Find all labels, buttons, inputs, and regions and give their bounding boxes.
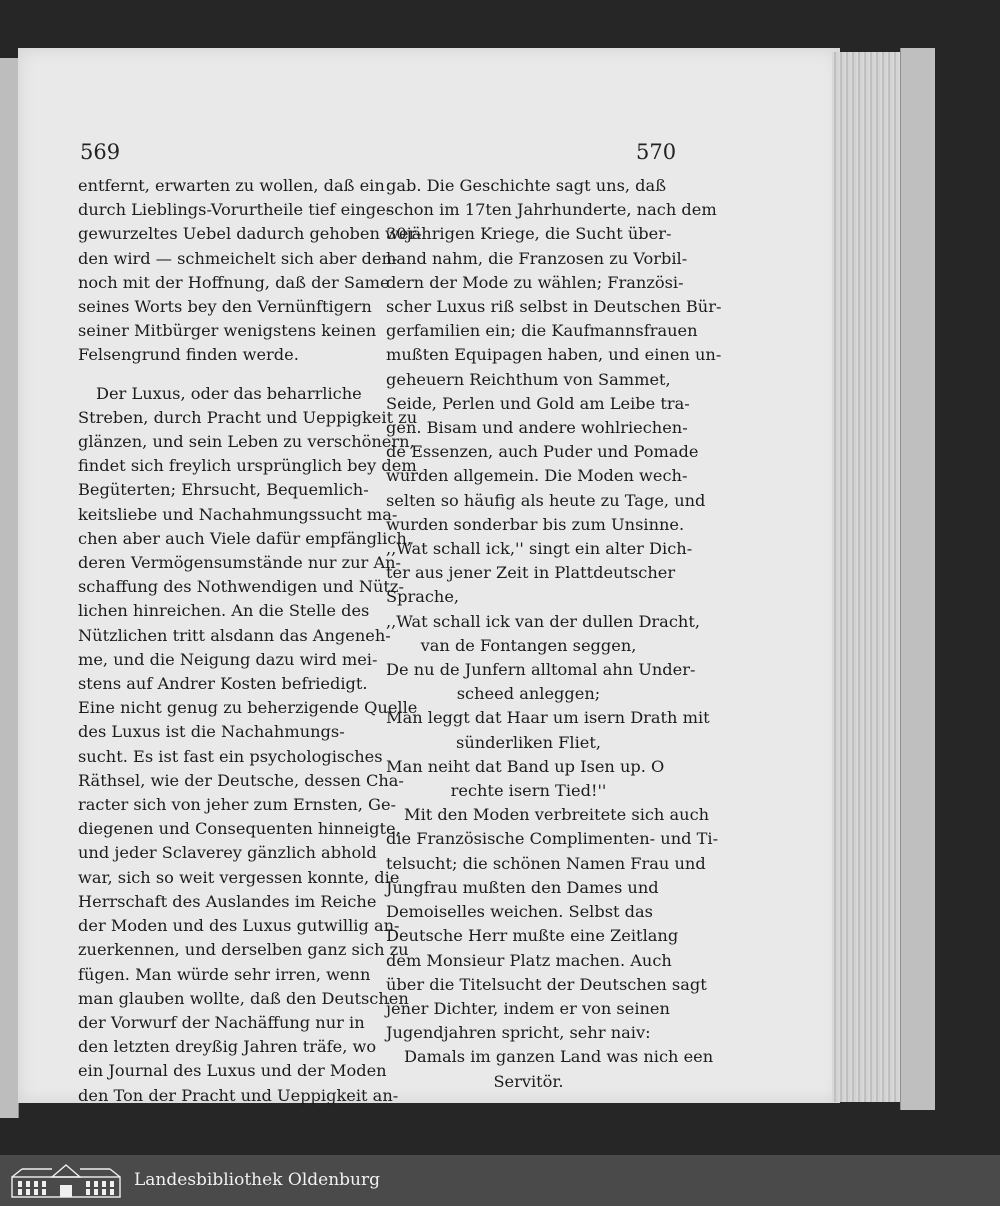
text-line: der Moden und des Luxus gutwillig an- bbox=[78, 916, 400, 936]
text-line: den wird — schmeichelt sich aber den- bbox=[78, 248, 398, 268]
text-line: scher Luxus riß selbst in Deutschen Bür- bbox=[386, 297, 722, 317]
text-line: Herrschaft des Auslandes im Reiche bbox=[78, 891, 377, 911]
verse-line: Servitör. bbox=[493, 1071, 564, 1091]
text-line: findet sich freylich ursprünglich bey dem bbox=[78, 456, 417, 476]
text-line: Der Luxus, oder das beharrliche bbox=[96, 383, 362, 403]
text-line: den Ton der Pracht und Ueppigkeit an- bbox=[78, 1085, 399, 1105]
text-line: de Essenzen, auch Puder und Pomade bbox=[386, 442, 699, 462]
text-line: racter sich von jeher zum Ernsten, Ge- bbox=[78, 795, 397, 815]
text-line: selten so häufig als heute zu Tage, und bbox=[386, 490, 706, 510]
text-line: diegenen und Consequenten hinneigte, bbox=[78, 819, 401, 839]
text-column-right bbox=[386, 174, 722, 1094]
text-line: durch Lieblings-Vorurtheile tief einge- bbox=[78, 200, 392, 220]
text-line: jener Dichter, indem er von seinen bbox=[386, 998, 670, 1018]
text-line: keitsliebe und Nachahmungssucht ma- bbox=[78, 504, 398, 524]
text-line: telsucht; die schönen Namen Frau und bbox=[386, 853, 706, 873]
text-line: wurden allgemein. Die Moden wech- bbox=[386, 466, 688, 486]
text-line: Nützlichen tritt alsdann das Angeneh- bbox=[78, 625, 391, 645]
verse-line: Damals im ganzen Land was nich een bbox=[404, 1047, 714, 1067]
verse-line: Man neiht dat Band up Isen up. O bbox=[386, 756, 665, 776]
text-line: hand nahm, die Franzosen zu Vorbil- bbox=[386, 248, 688, 268]
page-number-left: 569 bbox=[80, 140, 121, 164]
text-line: Räthsel, wie der Deutsche, dessen Cha- bbox=[78, 770, 404, 790]
text-line: geheuern Reichthum von Sammet, bbox=[386, 369, 671, 389]
text-line: des Luxus ist die Nachahmungs- bbox=[78, 722, 345, 742]
text-line: über die Titelsucht der Deutschen sagt bbox=[386, 974, 707, 994]
book-cover-edge bbox=[900, 48, 935, 1110]
text-line: den letzten dreyßig Jahren träfe, wo bbox=[78, 1037, 377, 1057]
text-line: zuerkennen, und derselben ganz sich zu bbox=[78, 940, 409, 960]
text-line: schaffung des Nothwendigen und Nütz- bbox=[78, 577, 404, 597]
text-line: lichen hinreichen. An die Stelle des bbox=[78, 601, 370, 621]
text-line: Jungfrau mußten den Dames und bbox=[386, 877, 659, 897]
verse-line: scheed anleggen; bbox=[456, 684, 601, 704]
text-line: entfernt, erwarten zu wollen, daß ein bbox=[78, 176, 385, 195]
verse-line: ,,Wat schall ick van der dullen Dracht, bbox=[386, 611, 700, 631]
footer-bar bbox=[0, 1155, 1000, 1206]
library-building-logo-icon bbox=[10, 1161, 122, 1199]
text-line: dern der Mode zu wählen; Französi- bbox=[386, 272, 684, 292]
verse-line: sünderliken Fliet, bbox=[456, 732, 601, 752]
verse-line: van de Fontangen seggen, bbox=[420, 635, 637, 655]
text-column-left bbox=[78, 174, 422, 1108]
text-line: sucht. Es ist fast ein psychologisches bbox=[78, 746, 383, 766]
library-name: Landesbibliothek Oldenburg bbox=[134, 1170, 381, 1190]
page-number-right: 570 bbox=[636, 140, 677, 164]
text-line: Jugendjahren spricht, sehr naiv: bbox=[386, 1023, 651, 1043]
text-line: ,,Wat schall ick,'' singt ein alter Dich- bbox=[386, 539, 693, 559]
text-line: gab. Die Geschichte sagt uns, daß bbox=[386, 176, 667, 195]
text-line: man glauben wollte, daß den Deutschen bbox=[78, 988, 409, 1008]
text-line: ein Journal des Luxus und der Moden bbox=[78, 1061, 387, 1081]
text-line: gen. Bisam und andere wohlriechen- bbox=[386, 418, 688, 438]
text-line: noch mit der Hoffnung, daß der Same bbox=[78, 272, 390, 292]
text-line: wurden sonderbar bis zum Unsinne. bbox=[386, 514, 685, 534]
text-line: mußten Equipagen haben, und einen un- bbox=[386, 345, 722, 365]
text-line: Deutsche Herr mußte eine Zeitlang bbox=[386, 926, 679, 946]
text-line: seiner Mitbürger wenigstens keinen bbox=[78, 321, 377, 341]
verse-line: Man leggt dat Haar um isern Drath mit bbox=[386, 708, 710, 728]
text-line: Felsengrund finden werde. bbox=[78, 345, 299, 365]
text-line: fügen. Man würde sehr irren, wenn bbox=[78, 964, 371, 984]
text-line: Begüterten; Ehrsucht, Bequemlich- bbox=[78, 480, 369, 500]
verse-line: De nu de Junfern alltomal ahn Under- bbox=[386, 660, 696, 680]
text-line: der Vorwurf der Nachäffung nur in bbox=[78, 1012, 365, 1032]
text-line: glänzen, und sein Leben zu verschönern, bbox=[78, 432, 415, 452]
paragraph-gap bbox=[78, 368, 368, 382]
text-line: chen aber auch Viele dafür empfänglich, bbox=[78, 528, 412, 548]
verse-line: rechte isern Tied!'' bbox=[450, 781, 607, 801]
text-line: und jeder Sclaverey gänzlich abhold bbox=[78, 843, 377, 863]
left-page-edge bbox=[0, 58, 19, 1118]
text-line: deren Vermögensumstände nur zur An- bbox=[78, 553, 402, 573]
text-line: stens auf Andrer Kosten befriedigt. bbox=[78, 674, 368, 694]
text-line: gerfamilien ein; die Kaufmannsfrauen bbox=[386, 321, 698, 341]
text-line: Streben, durch Pracht und Ueppigkeit zu bbox=[78, 407, 418, 427]
text-line: die Französische Complimenten- und Ti- bbox=[386, 829, 719, 849]
text-line: Sprache, bbox=[386, 587, 460, 607]
text-line: schon im 17ten Jahrhunderte, nach dem bbox=[386, 200, 717, 220]
text-line: 30jährigen Kriege, die Sucht über- bbox=[386, 224, 672, 244]
text-line: Eine nicht genug zu beherzigende Quelle bbox=[78, 698, 418, 718]
page-stack-edges bbox=[832, 52, 908, 1102]
text-line: seines Worts bey den Vernünftigern bbox=[78, 297, 372, 317]
text-line: Demoiselles weichen. Selbst das bbox=[386, 902, 653, 922]
text-line: dem Monsieur Platz machen. Auch bbox=[386, 950, 672, 970]
text-line: ter aus jener Zeit in Plattdeutscher bbox=[386, 563, 676, 583]
text-line: Mit den Moden verbreitete sich auch bbox=[404, 805, 710, 825]
text-line: war, sich so weit vergessen konnte, die bbox=[78, 867, 400, 887]
text-line: Seide, Perlen und Gold am Leibe tra- bbox=[386, 393, 690, 413]
text-line: gewurzeltes Uebel dadurch gehoben wer- bbox=[78, 224, 422, 244]
text-line: me, und die Neigung dazu wird mei- bbox=[78, 649, 378, 669]
